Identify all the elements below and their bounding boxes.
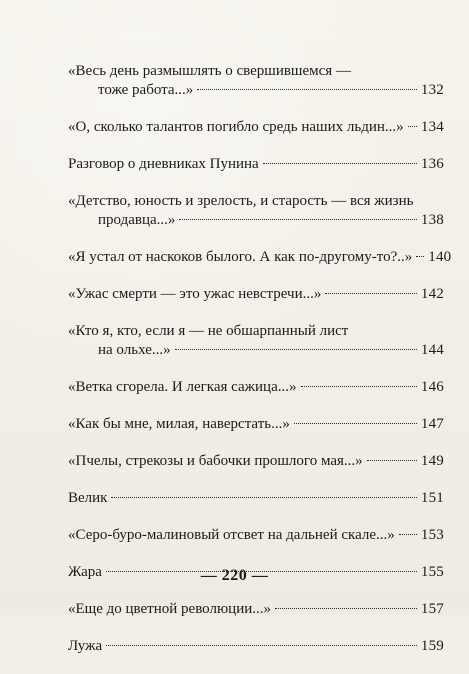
toc-entry [68, 489, 444, 508]
toc-entry [68, 322, 444, 360]
toc-page-number: 147 [420, 416, 444, 432]
leader-dots [301, 386, 417, 387]
toc-title-line-2: продавца...» [98, 212, 176, 228]
toc-title: «Еще до цветной революции...» [68, 601, 272, 617]
toc-title-line-1: «Детство, юность и зрелость, и старость — вся жизнь [68, 193, 414, 209]
leader-dots [325, 293, 417, 294]
leader-dots [399, 534, 417, 535]
toc-title: «Как бы мне, милая, наверстать...» [68, 416, 290, 432]
toc-entry [68, 62, 444, 100]
toc-line [68, 81, 444, 100]
toc-entry [68, 155, 444, 174]
toc-page-number: 155 [420, 564, 444, 580]
toc-entry [68, 526, 444, 545]
toc-title: Велик [68, 490, 108, 506]
leader-dots [179, 219, 416, 220]
leader-dots [111, 497, 416, 498]
toc-entry [68, 285, 444, 304]
toc-title: «Пчелы, стрекозы и бабочки прошлого мая...» [68, 453, 363, 469]
toc-line [68, 378, 444, 397]
toc-line [68, 118, 444, 137]
leader-dots [367, 460, 417, 461]
toc-title: «Серо-буро-малиновый отсвет на дальней скале...» [68, 527, 395, 543]
toc-page-number: 153 [420, 527, 444, 543]
toc-title-line-2: тоже работа...» [98, 82, 194, 98]
toc-entry [68, 192, 444, 230]
toc-page-number: 159 [420, 638, 444, 654]
toc-title-line-2: на ольхе...» [98, 342, 171, 358]
toc-title: «Ветка сгорела. И легкая сажица...» [68, 379, 297, 395]
toc-entry [68, 248, 452, 267]
toc-entry [68, 452, 444, 471]
toc-entry [68, 415, 444, 434]
toc-entry [68, 378, 444, 397]
toc-entry [68, 118, 444, 137]
toc-title: «Я устал от наскоков былого. А как по-другому-то?..» [68, 249, 413, 265]
toc-line [68, 452, 444, 471]
leader-dots [197, 89, 417, 90]
toc-line [68, 248, 452, 267]
toc-line [68, 192, 444, 211]
toc-title-line-1: «Весь день размышлять о свершившемся — [68, 63, 351, 79]
toc-page-number: 144 [420, 342, 444, 358]
toc-entry [68, 637, 444, 656]
toc-page-number: 134 [420, 119, 444, 135]
page-number-footer: — 220 — [200, 567, 269, 584]
toc-title: Лужа [68, 638, 103, 654]
leader-dots [275, 608, 417, 609]
toc-page-number: 138 [420, 212, 444, 228]
toc-page-number: 151 [420, 490, 444, 506]
toc-page-number: 142 [420, 286, 444, 302]
toc-title: «О, сколько талантов погибло средь наших льдин...» [68, 119, 404, 135]
leader-dots [408, 126, 417, 127]
toc-entry [68, 600, 444, 619]
leader-dots [263, 163, 417, 164]
toc-line [68, 62, 444, 81]
toc-line [68, 285, 444, 304]
toc-title-line-1: «Кто я, кто, если я — не обшарпанный лист [68, 323, 349, 339]
leader-dots [294, 423, 417, 424]
leader-dots [175, 349, 417, 350]
toc-page-number: 140 [428, 249, 452, 265]
toc-line [68, 600, 444, 619]
toc-line [68, 155, 444, 174]
leader-dots [416, 256, 424, 257]
toc-title: «Ужас смерти — это ужас невстречи...» [68, 286, 322, 302]
page-footer [0, 567, 469, 585]
toc-page-number: 136 [420, 156, 444, 172]
toc-line [68, 415, 444, 434]
toc-line [68, 489, 444, 508]
toc-title: Жара [68, 564, 102, 580]
toc-line [68, 341, 444, 360]
toc-line [68, 322, 444, 341]
toc-page-number: 157 [420, 601, 444, 617]
toc-page-number: 149 [420, 453, 444, 469]
toc-title: Разговор о дневниках Пунина [68, 156, 259, 172]
toc-line [68, 526, 444, 545]
leader-dots [106, 645, 417, 646]
toc-line [68, 211, 444, 230]
toc-line [68, 637, 444, 656]
toc-page-number: 146 [420, 379, 444, 395]
toc-page-number: 132 [420, 82, 444, 98]
